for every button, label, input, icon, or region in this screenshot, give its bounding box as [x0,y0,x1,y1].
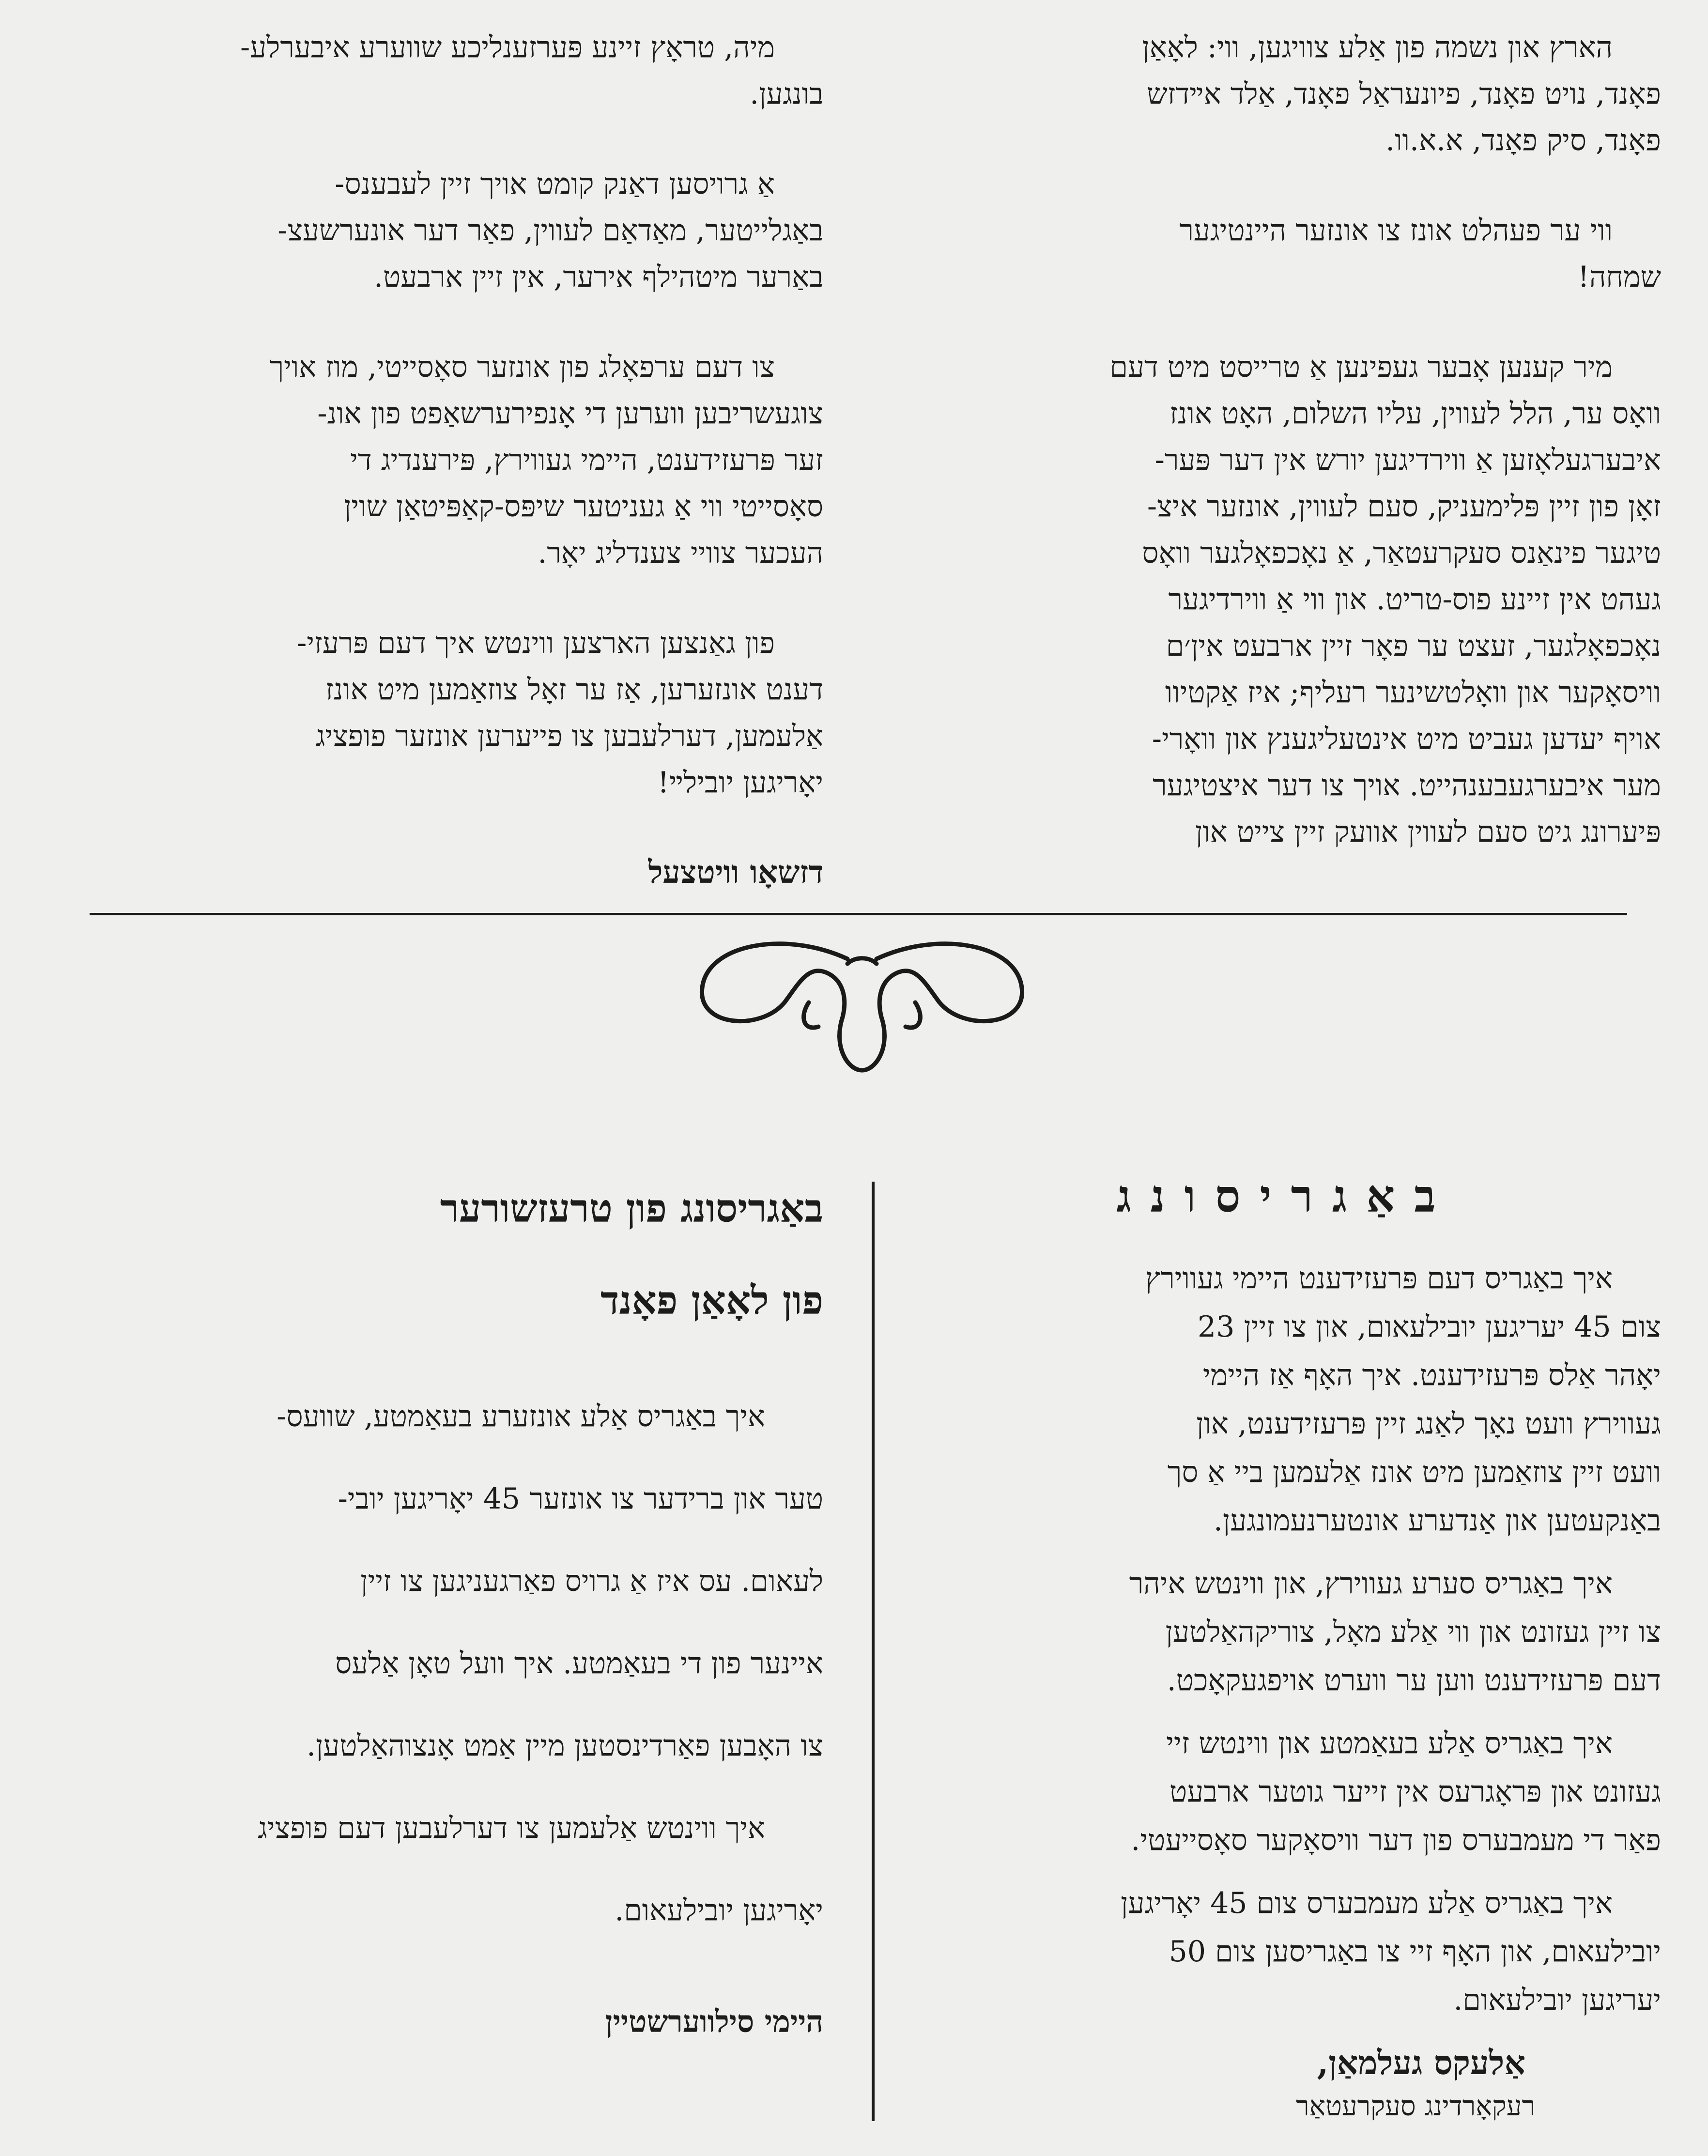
top-right-column [906,24,1661,899]
text-line: באַגלייטער, מאַדאַם לעווין, פאַר דער אונערשעצ- [277,214,823,247]
text-line: דעם פּרעזידענט ווען ער ווערט אויפגעקאָכט. [1167,1663,1661,1697]
top-left-column [87,24,823,896]
text-line: געהט אין זיינע פוס-טריט. און ווי אַ ווירדיגער [1168,583,1661,616]
text-line: צו דעם ערפאָלג פון אונזער סאָסייטי, מוז אויך [269,350,775,384]
paragraph [87,161,823,300]
text-line: יאָריגען יובילײ! [657,766,823,800]
text-line: צו האָבען פאַרדינסטען מיין אַמט אָנצוהאַלטען. [306,1729,823,1763]
text-line: צוגעשריבען ווערען די אָנפירערשאַפט פון אונ- [317,397,823,431]
text-line: וואָס ער, הלל לעווין, עליו השלום, האָט אונז [1169,397,1661,431]
text-line: פאָנד, סיק פאָנד, א.א.וו. [1385,123,1661,157]
text-line: באַנקעטען און אַנדערע אונטערנעמונגען. [1213,1504,1661,1538]
text-line: צום 45 יעריגען יובילעאום, און צו זיין 23 [1198,1310,1661,1344]
text-line: איינער פון די בעאַמטע. איך וועל טאָן אַלעס [335,1647,823,1680]
text-line: איך ווינטש אַלעמען צו דערלעבען דעם פופציג [258,1811,765,1845]
signature-name: אַלעקס געלמאַן, [1317,2044,1525,2082]
text-line: באַרער מיטהילף אירער, אין זיין ארבעט. [373,260,823,294]
paragraph [910,1254,1661,1545]
text-line: זער פּרעזידענט, היימי געווירץ, פּירענדיג די [350,443,823,477]
text-line: יאָהר אַלס פּרעזידענט. איך האָף אַז היימי [1202,1358,1661,1392]
text-line: נאָכפאָלגער, זעצט ער פאָר זיין ארבעט אין׳ם [1166,629,1661,663]
text-line: דענט אונזערען, אַז ער זאָל צוזאַמען מיט אונז [325,673,823,707]
text-line: לעאום. עס איז אַ גרויס פאַרגעניגען צו זיין [360,1564,823,1598]
text-line: אַ גרויסען דאַנק קומט אויך זיין לעבענס- [335,167,775,201]
treasurer-heading-line2: פון לאָאַן פאָנד [600,1278,823,1323]
text-line: איך באַגריס סערע געווירץ, און ווינטש איהר [1129,1567,1613,1601]
text-line: פון גאַנצען הארצען ווינטש איך דעם פּרעזי- [297,626,775,660]
text-line: הארץ און נשמה פון אַלע צוויגען, ווי: לאָאַן [1142,31,1613,64]
paragraph [910,1879,1661,2024]
text-line: געווירץ וועט נאָך לאַנג זיין פּרעזידענט, און [1196,1407,1661,1441]
signature-title: רעקאָרדינג סעקרעטאַר [1295,2091,1535,2122]
text-line: שמחה! [1577,260,1661,294]
text-line: איך באַגריס דעם פּרעזידענט היימי געווירץ [1145,1262,1613,1295]
paragraph [906,24,1661,164]
text-line: אויף יעדען געביט מיט אינטעליגענץ און וואָרי- [1152,722,1661,756]
paragraph [910,1719,1661,1864]
paragraph [87,620,823,806]
greeting-heading: באַגריסונג [1116,1170,1455,1222]
text-line: זאָן פון זיין פּלימעניק, סעם לעווין, אונזער איצ- [1147,490,1661,524]
text-line: וועט זיין צוזאַמען מיט אונז אַלעמען ביי אַ סך [1167,1455,1661,1489]
text-line: סאָסייטי ווי אַ געניטער שיפּס-קאַפּיטאַן שוין [344,490,823,524]
text-line: טער און ברידער צו אונזער 45 יאָריגען יובי- [338,1482,823,1516]
text-line: געזונט און פּראָגרעס אין זייער גוטער ארבעט [1169,1775,1661,1809]
text-line: איך באַגריס אַלע מעמבערס צום 45 יאָריגען [1121,1886,1613,1920]
text-line: מער איבערגעבענהייט. אויך צו דער איצטיגער [1153,769,1661,802]
paragraph [87,344,823,576]
text-line: פאַר די מעמבערס פון דער וויסאָקער סאָסייעטי. [1131,1823,1661,1857]
paragraph [87,24,823,117]
text-line: טיגער פינאַנס סעקרעטאַר, אַ נאָכפאָלגער וואָס [1142,536,1661,570]
text-line: איבערגעלאָזען אַ ווירדיגען יורש אין דער פּער- [1154,443,1661,477]
treasurer-heading-line1: באַגריסונג פון טרעזשורער [440,1186,823,1231]
text-line: העכער צוויי צענדליג יאָר. [538,536,823,570]
text-line: פאָנד, נויט פאָנד, פיונעראַל פאָנד, אַלד אײדזש [1147,77,1661,111]
flourish-ornament-icon [688,935,1036,1080]
greeting-column-gelman [910,1162,1661,2126]
horizontal-divider [90,913,1627,915]
vertical-divider [872,1182,875,2121]
paragraph [906,207,1661,300]
text-line: מיר קענען אָבער געפינען אַ טרייסט מיט דעם [1109,350,1613,384]
text-line: יעריגען יובילעאום. [1453,1983,1661,2017]
text-line: יובילעאום, און האָף זיי צו באַגריסען צום 50 [1169,1935,1661,1969]
text-line: צו זיין געזונט און ווי אַלע מאָל, צוריקהאַלטען [1165,1615,1661,1649]
paragraph [910,1559,1661,1705]
text-line: בונגען. [750,77,823,111]
text-line: איך באַגריס אַלע אונזערע בעאַמטע, שוועס- [277,1400,765,1433]
paragraph [97,1787,823,1952]
signature-joe-witzel: דזשאָו וויטצעל [648,854,823,891]
text-line: וויסאָקער און וואָלטשינער רעליף; איז אַקטיוו [1165,676,1661,709]
paragraph [97,1375,823,1787]
text-line: מיה, טראָץ זיינע פּערזענליכע שווערע איבערלע- [240,31,775,64]
text-line: איך באַגריס אַלע בעאַמטע און ווינטש זיי [1166,1726,1613,1760]
greeting-column-treasurer [97,1162,823,2048]
text-line: פּיערונג גיט סעם לעווין אוועק זיין צייט און [1195,815,1661,849]
text-line: אַלעמען, דערלעבען צו פייערען אונזער פופציג [315,719,823,753]
text-line: יאָריגען יובילעאום. [615,1894,823,1927]
text-line: ווי ער פעהלט אונז צו אונזער היינטיגער [1179,214,1613,247]
paragraph [906,344,1661,855]
signature-hymie-silverstein: היימי סילווערשטיין [605,2004,823,2039]
